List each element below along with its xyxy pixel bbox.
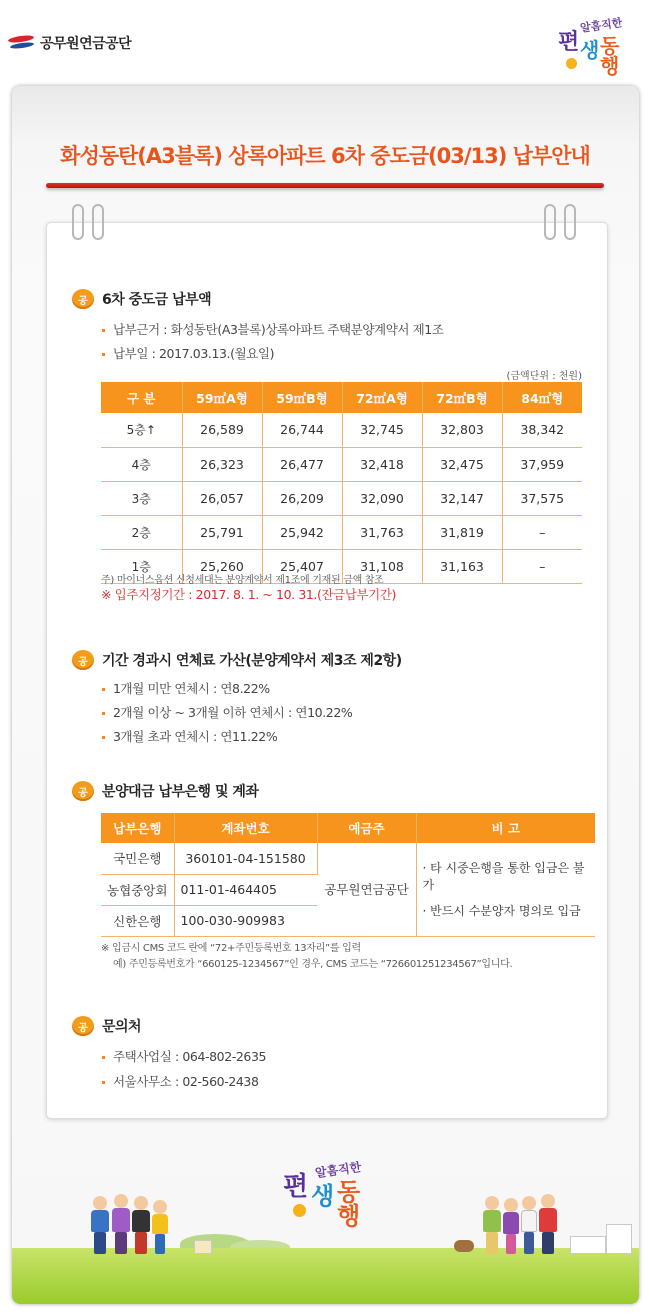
table-header: 84㎡형 (502, 382, 582, 413)
table-cell: 38,342 (502, 413, 582, 447)
account-number[interactable]: 360101-04-151580 (174, 843, 317, 874)
move-in-notice: ※ 입주지정기간 : 2017. 8. 1. ~ 10. 31.(잔금납부기간) (101, 587, 396, 602)
remark-line: · 반드시 수분양자 명의로 입금 (422, 904, 581, 919)
bank-name: 신한은행 (101, 905, 174, 936)
brand-sun-icon (566, 58, 577, 69)
person-illustration (502, 1198, 520, 1256)
table-cell: 25,407 (262, 549, 342, 583)
section-payment-amount (72, 289, 211, 309)
remark-line: · 타 시중은행을 통한 입금은 불가 (422, 861, 585, 893)
table-header: 72㎡A형 (342, 382, 422, 413)
table-cell: 1층 (101, 549, 182, 583)
section-late-fee (72, 650, 402, 670)
brand-small: 알흠직한 (314, 1159, 363, 1181)
dog-illustration (454, 1240, 474, 1252)
building-icon (606, 1224, 632, 1254)
bullet-late-fee: 1개월 미만 연체시 : 연8.22% (102, 679, 270, 697)
table-header-row (101, 382, 582, 413)
title-underline (46, 183, 604, 188)
table-cell: 26,323 (182, 447, 262, 481)
brand-big1: 편 (283, 1172, 309, 1202)
bullet-late-fee: 3개월 초과 연체시 : 연11.22% (102, 727, 277, 745)
person-illustration (90, 1196, 110, 1256)
bank-name: 국민은행 (101, 843, 174, 874)
contact-seoul[interactable]: 서울사무소 : 02-560-2438 (102, 1072, 259, 1090)
table-cell: 31,819 (422, 515, 502, 549)
table-header: 59㎡B형 (262, 382, 342, 413)
person-illustration (482, 1196, 502, 1256)
table-header: 59㎡A형 (182, 382, 262, 413)
table-cell: 26,744 (262, 413, 342, 447)
table-cell: 25,942 (262, 515, 342, 549)
ground-illustration (12, 1248, 639, 1304)
brand-big2: 생 (580, 38, 600, 62)
binder-ring-icon (92, 204, 104, 240)
table-cell: 32,418 (342, 447, 422, 481)
top-header (0, 0, 650, 86)
section-icon: 공 (72, 289, 94, 309)
option-note: 주) 마이너스옵션 신청세대는 분양계약서 제1조에 기재된 금액 참조 (101, 575, 384, 586)
bullet-due-date: 납부일 : 2017.03.13.(월요일) (102, 344, 274, 362)
brand-logo-bottom (283, 1160, 383, 1230)
table-header: 72㎡B형 (422, 382, 502, 413)
table-cell: 5층↑ (101, 413, 182, 447)
amount-unit: (금액단위 : 천원) (506, 371, 582, 382)
section-icon: 공 (72, 650, 94, 670)
brand-small: 알흠직한 (579, 16, 624, 35)
table-header: 비 고 (416, 813, 595, 843)
bullet-basis: 납부근거 : 화성동탄(A3블록)상록아파트 주택분양계약서 제1조 (102, 320, 444, 338)
section-icon: 공 (72, 1016, 94, 1036)
section-title: 기간 경과시 연체료 가산(분양계약서 제3조 제2항) (102, 653, 402, 669)
binder-ring-icon (72, 204, 84, 240)
table-row (101, 515, 582, 549)
table-cell: – (502, 515, 582, 549)
table-cell: 32,147 (422, 481, 502, 515)
brand-big1: 편 (558, 30, 580, 55)
table-cell: 2층 (101, 515, 182, 549)
payment-table (101, 382, 582, 584)
binder-ring-icon (544, 204, 556, 240)
table-cell: 25,260 (182, 549, 262, 583)
table-cell: 26,477 (262, 447, 342, 481)
building-icon (570, 1236, 606, 1254)
table-cell: 31,163 (422, 549, 502, 583)
table-cell: 37,575 (502, 481, 582, 515)
table-cell: 26,209 (262, 481, 342, 515)
brand-sun-icon (293, 1204, 306, 1217)
table-cell: – (502, 549, 582, 583)
table-cell: 4층 (101, 447, 182, 481)
org-logo[interactable] (8, 31, 131, 55)
table-header: 예금주 (317, 813, 416, 843)
binder-ring-icon (564, 204, 576, 240)
person-illustration (131, 1196, 151, 1256)
page-title: 화성동탄(A3블록) 상록아파트 6차 중도금(03/13) 납부안내 (60, 144, 590, 168)
org-name: 공무원연금공단 (40, 36, 132, 52)
section-bank-account (72, 781, 258, 801)
table-row (101, 447, 582, 481)
section-icon: 공 (72, 781, 94, 801)
table-header: 구 분 (101, 382, 182, 413)
table-cell: 32,803 (422, 413, 502, 447)
table-cell: 32,090 (342, 481, 422, 515)
table-cell: 32,475 (422, 447, 502, 481)
brand-big3: 동행 (337, 1178, 361, 1230)
section-title: 6차 중도금 납부액 (102, 292, 212, 308)
table-header: 계좌번호 (174, 813, 317, 843)
brand-logo-top (558, 18, 638, 78)
table-row (101, 413, 582, 447)
brand-big3: 동행 (600, 34, 620, 78)
remarks-cell (416, 843, 595, 936)
table-header: 납부은행 (101, 813, 174, 843)
table-header-row (101, 813, 595, 843)
table-row (101, 843, 595, 874)
contact-housing[interactable]: 주택사업실 : 064-802-2635 (102, 1047, 266, 1065)
table-cell: 3층 (101, 481, 182, 515)
table-cell: 25,791 (182, 515, 262, 549)
table-cell: 31,108 (342, 549, 422, 583)
person-illustration (520, 1196, 538, 1256)
account-number[interactable]: 100-030-909983 (174, 905, 317, 936)
table-cell: 26,589 (182, 413, 262, 447)
table-cell: 37,959 (502, 447, 582, 481)
table-cell: 32,745 (342, 413, 422, 447)
section-title: 분양대금 납부은행 및 계좌 (102, 784, 259, 800)
table-cell: 31,763 (342, 515, 422, 549)
account-holder: 공무원연금공단 (317, 843, 416, 936)
section-contact (72, 1016, 141, 1036)
cms-example: 예) 주민등록번호가 “660125-1234567”인 경우, CMS 코드는 “726601251234567”입니다. (113, 959, 513, 970)
house-icon (194, 1240, 212, 1254)
table-row (101, 481, 582, 515)
cms-note: ※ 입금시 CMS 코드 란에 “72+주민등록번호 13자리”를 입력 (101, 943, 361, 954)
bank-name: 농협중앙회 (101, 874, 174, 905)
bullet-late-fee: 2개월 이상 ~ 3개월 이하 연체시 : 연10.22% (102, 703, 352, 721)
table-cell: 26,057 (182, 481, 262, 515)
section-title: 문의처 (102, 1019, 142, 1035)
brand-big2: 생 (311, 1182, 335, 1210)
person-illustration (151, 1200, 169, 1256)
person-illustration (111, 1194, 131, 1256)
org-logo-icon (8, 34, 34, 52)
bank-account-table (101, 813, 595, 937)
person-illustration (538, 1194, 558, 1256)
account-number[interactable]: 011-01-464405 (174, 874, 317, 905)
